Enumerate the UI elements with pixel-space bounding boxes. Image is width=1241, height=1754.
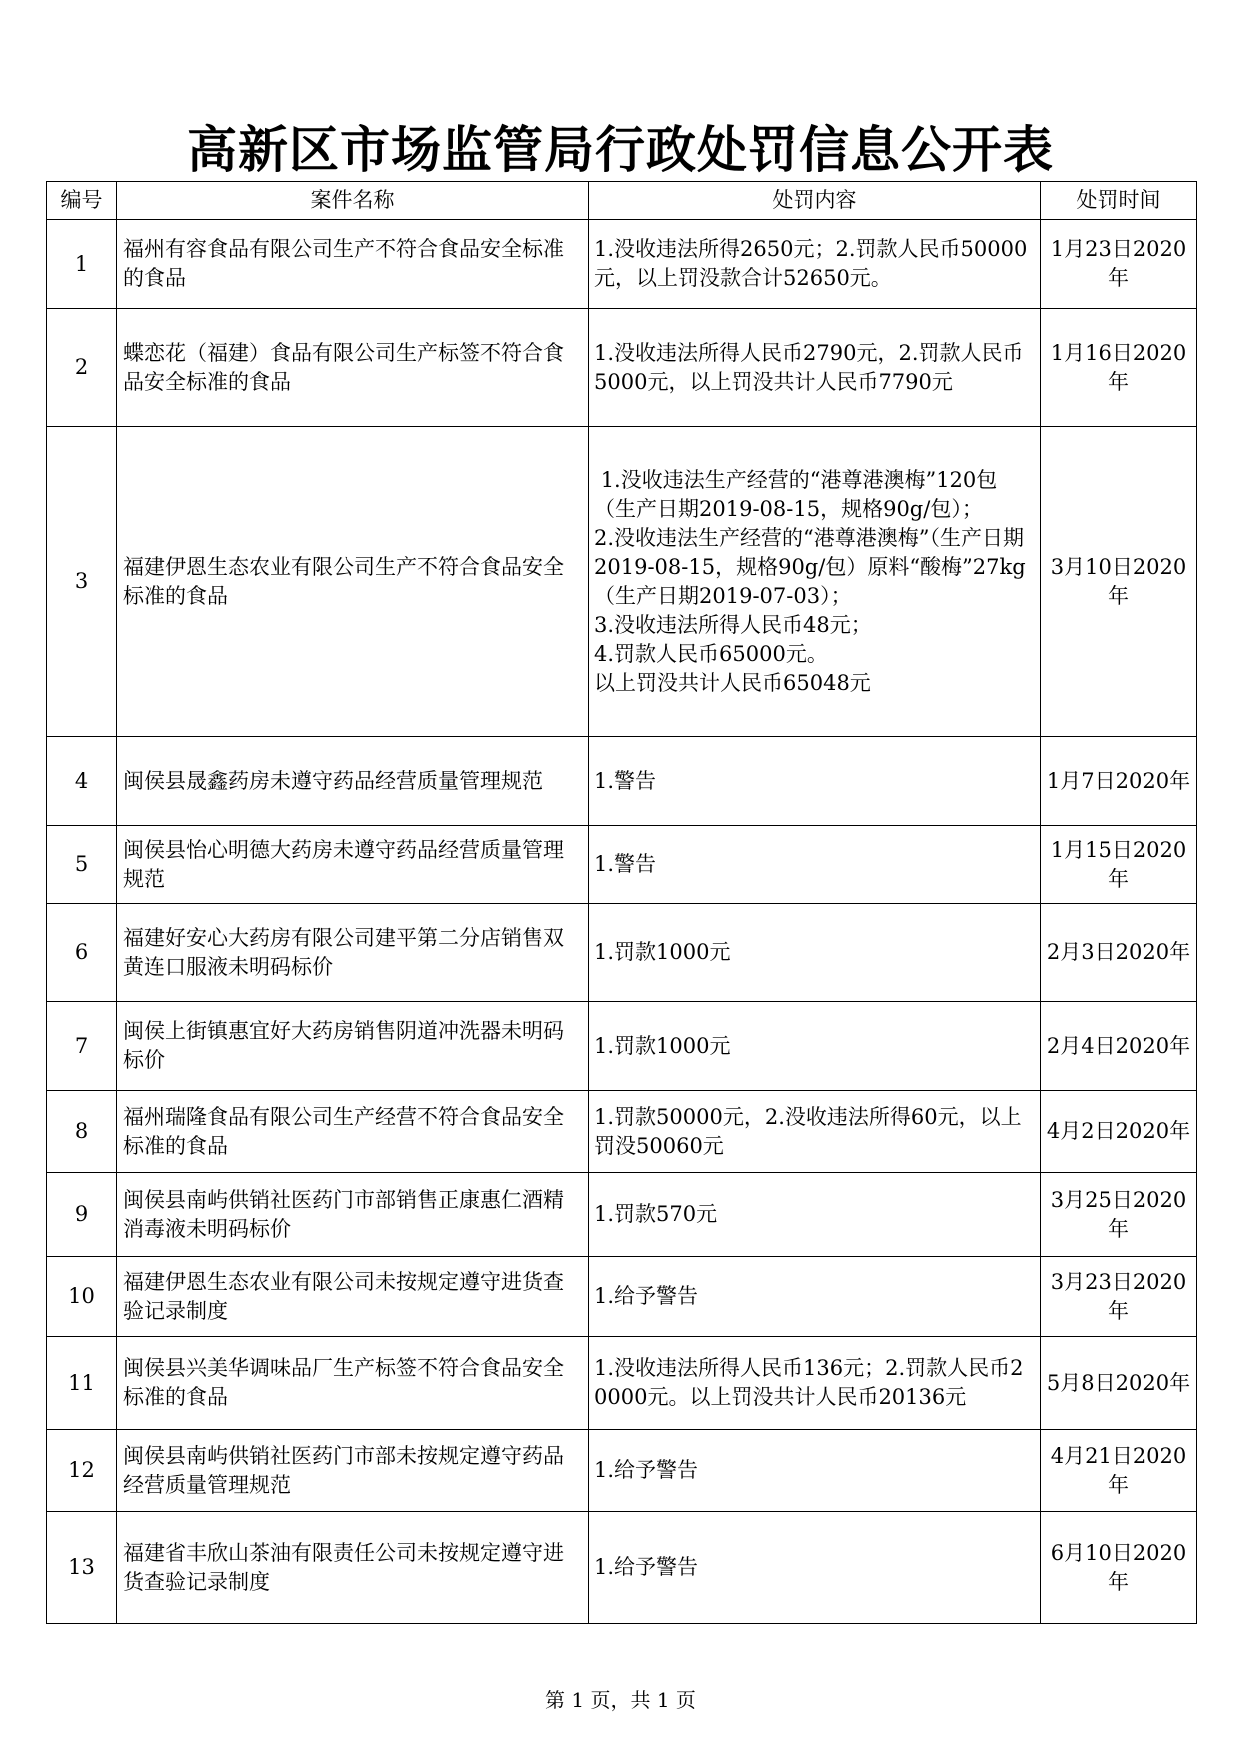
- row-no: 1: [47, 220, 117, 309]
- row-no: 11: [47, 1337, 117, 1430]
- table-row: [47, 1337, 1197, 1430]
- row-penalty-date: 3月23日2020年: [1041, 1257, 1197, 1337]
- row-no: 13: [47, 1512, 117, 1624]
- header-content: 处罚内容: [589, 182, 1041, 220]
- row-case-name: 福州有容食品有限公司生产不符合食品安全标准的食品: [117, 220, 589, 309]
- table-row: [47, 1257, 1197, 1337]
- row-penalty-content: 1.罚款50000元，2.没收违法所得60元，以上罚没50060元: [589, 1091, 1041, 1173]
- row-case-name: 福建伊恩生态农业有限公司未按规定遵守进货查验记录制度: [117, 1257, 589, 1337]
- row-penalty-date: 4月21日2020年: [1041, 1430, 1197, 1512]
- row-no: 2: [47, 309, 117, 427]
- row-case-name: 闽侯县兴美华调味品厂生产标签不符合食品安全标准的食品: [117, 1337, 589, 1430]
- table-row: [47, 1430, 1197, 1512]
- row-case-name: 福建伊恩生态农业有限公司生产不符合食品安全标准的食品: [117, 427, 589, 737]
- document-title: 高新区市场监管局行政处罚信息公开表: [187, 121, 1054, 179]
- page-footer: 第 1 页，共 1 页: [545, 1688, 696, 1712]
- header-no: 编号: [47, 182, 117, 220]
- row-penalty-date: 3月10日2020年: [1041, 427, 1197, 737]
- row-case-name: 闽侯县南屿供销社医药门市部未按规定遵守药品经营质量管理规范: [117, 1430, 589, 1512]
- row-penalty-content: 1.罚款570元: [589, 1173, 1041, 1257]
- table-row: [47, 1091, 1197, 1173]
- table-row: [47, 904, 1197, 1002]
- row-penalty-content: 1.没收违法生产经营的“港尊港澳梅”120包（生产日期2019-08-15，规格90g/包）； 2.没收违法生产经营的“港尊港澳梅”（生产日期2019-08-15，规格90g/包）原料“酸梅”27kg（生产日期2019-07-03）； 3.没收违法所得人民币48元； 4.罚款人民币65000元。 以上罚没共计人民币65048元: [589, 427, 1041, 737]
- row-case-name: 福建好安心大药房有限公司建平第二分店销售双黄连口服液未明码标价: [117, 904, 589, 1002]
- row-penalty-date: 2月4日2020年: [1041, 1002, 1197, 1091]
- table-row: [47, 1173, 1197, 1257]
- row-no: 8: [47, 1091, 117, 1173]
- row-penalty-date: 5月8日2020年: [1041, 1337, 1197, 1430]
- row-no: 7: [47, 1002, 117, 1091]
- table-row: [47, 220, 1197, 309]
- row-penalty-content: 1.给予警告: [589, 1512, 1041, 1624]
- row-penalty-date: 6月10日2020年: [1041, 1512, 1197, 1624]
- row-penalty-content: 1.给予警告: [589, 1430, 1041, 1512]
- row-no: 4: [47, 737, 117, 826]
- row-penalty-date: 1月15日2020年: [1041, 826, 1197, 904]
- header-name: 案件名称: [117, 182, 589, 220]
- row-penalty-content: 1.警告: [589, 826, 1041, 904]
- row-case-name: 蝶恋花（福建）食品有限公司生产标签不符合食品安全标准的食品: [117, 309, 589, 427]
- table-row: [47, 1512, 1197, 1624]
- row-penalty-content: 1.没收违法所得人民币2790元，2.罚款人民币5000元，以上罚没共计人民币7790元: [589, 309, 1041, 427]
- row-no: 9: [47, 1173, 117, 1257]
- penalty-table: [46, 181, 1197, 1624]
- row-no: 12: [47, 1430, 117, 1512]
- table-row: [47, 737, 1197, 826]
- row-case-name: 福州瑞隆食品有限公司生产经营不符合食品安全标准的食品: [117, 1091, 589, 1173]
- row-penalty-content: 1.没收违法所得人民币136元；2.罚款人民币20000元。以上罚没共计人民币20136元: [589, 1337, 1041, 1430]
- row-penalty-date: 2月3日2020年: [1041, 904, 1197, 1002]
- row-penalty-content: 1.罚款1000元: [589, 904, 1041, 1002]
- row-case-name: 闽侯县怡心明德大药房未遵守药品经营质量管理规范: [117, 826, 589, 904]
- row-no: 6: [47, 904, 117, 1002]
- row-penalty-content: 1.没收违法所得2650元；2.罚款人民币50000元，以上罚没款合计52650元。: [589, 220, 1041, 309]
- row-penalty-content: 1.警告: [589, 737, 1041, 826]
- row-case-name: 闽侯上街镇惠宜好大药房销售阴道冲洗器未明码标价: [117, 1002, 589, 1091]
- row-no: 5: [47, 826, 117, 904]
- row-no: 10: [47, 1257, 117, 1337]
- table-row: [47, 309, 1197, 427]
- row-penalty-date: 1月16日2020年: [1041, 309, 1197, 427]
- row-penalty-date: 1月7日2020年: [1041, 737, 1197, 826]
- row-penalty-date: 1月23日2020年: [1041, 220, 1197, 309]
- table-row: [47, 1002, 1197, 1091]
- row-penalty-content: 1.罚款1000元: [589, 1002, 1041, 1091]
- table-row: [47, 826, 1197, 904]
- row-penalty-content: 1.给予警告: [589, 1257, 1041, 1337]
- table-header-row: [47, 182, 1197, 220]
- table-row: [47, 427, 1197, 737]
- row-case-name: 闽侯县南屿供销社医药门市部销售正康惠仁酒精消毒液未明码标价: [117, 1173, 589, 1257]
- row-case-name: 福建省丰欣山茶油有限责任公司未按规定遵守进货查验记录制度: [117, 1512, 589, 1624]
- row-penalty-date: 4月2日2020年: [1041, 1091, 1197, 1173]
- header-date: 处罚时间: [1041, 182, 1197, 220]
- row-case-name: 闽侯县晟鑫药房未遵守药品经营质量管理规范: [117, 737, 589, 826]
- row-no: 3: [47, 427, 117, 737]
- row-penalty-date: 3月25日2020年: [1041, 1173, 1197, 1257]
